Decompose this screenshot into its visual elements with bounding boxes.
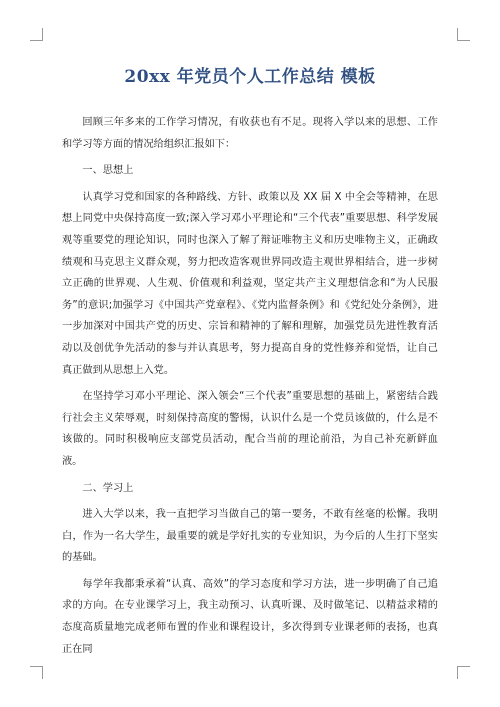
crop-mark-bottom-left (30, 666, 43, 679)
section-heading-study: 二、学习上 (82, 482, 134, 494)
body-paragraph: 在坚持学习邓小平理论、深入领会“三个代表”重要思想的基础上，紧密结合践行社会主义荣辱观，时刻保持高度的警惕，认识什么是一个党员该做的，什么是不该做的。同时积极响应支部党员活动，配合当前的理论前沿，为自己补充新鲜血液。 (62, 391, 438, 467)
crop-mark-top-right (457, 28, 470, 41)
body-paragraph: 进入大学以来，我一直把学习当做自己的第一要务，不敢有丝毫的松懈。我明白，作为一名大学生，最重要的就是学好扎实的专业知识，为今后的人生打下坚实的基础。 (62, 509, 438, 564)
document-body (62, 112, 438, 665)
crop-mark-top-left (30, 28, 43, 41)
section-heading-thought: 一、思想上 (82, 165, 134, 177)
crop-mark-bottom-right (457, 666, 470, 679)
body-paragraph: 认真学习党和国家的各种路线、方针、政策以及 XX 届 X 中全会等精神，在思想上同党中央保持高度一致;深入学习邓小平理论和“三个代表”重要思想、科学发展观等重要党的理论知识，同时也深入了解了辩证唯物主义和历史唯物主义，正确政绩观和马克思主义群众观，努力把改造客观世界同改造主观世界相结合，进一步树立正确的世界观、人生观、价值观和利益观，坚定共产主义理想信念和“为人民服务”的意识;加强学习《中国共产党章程》、《党内监督条例》和《党纪处分条例》，进一步加深对中国共产党的历史、宗旨和精神的了解和理解，加强党员先进性教育活动以及创优争先活动的参与并认真思考，努力提高自身的党性修养和觉悟，让自己真正做到从思想上入党。 (62, 191, 438, 376)
document-title: 20xx 年党员个人工作总结 模板 (124, 67, 376, 87)
intro-paragraph: 回顾三年多来的工作学习情况，有收获也有不足。现将入学以来的思想、工作和学习等方面的情况给组织汇报如下： (62, 117, 438, 150)
body-paragraph: 每学年我都秉承着“认真、高效”的学习态度和学习方法，进一步明确了自己追求的方向。在专业课学习上，我主动预习、认真听课、及时做笔记、以精益求精的态度高质量地完成老师布置的作业和课程设计，多次得到专业课老师的表扬，也真正在同 (62, 578, 438, 655)
